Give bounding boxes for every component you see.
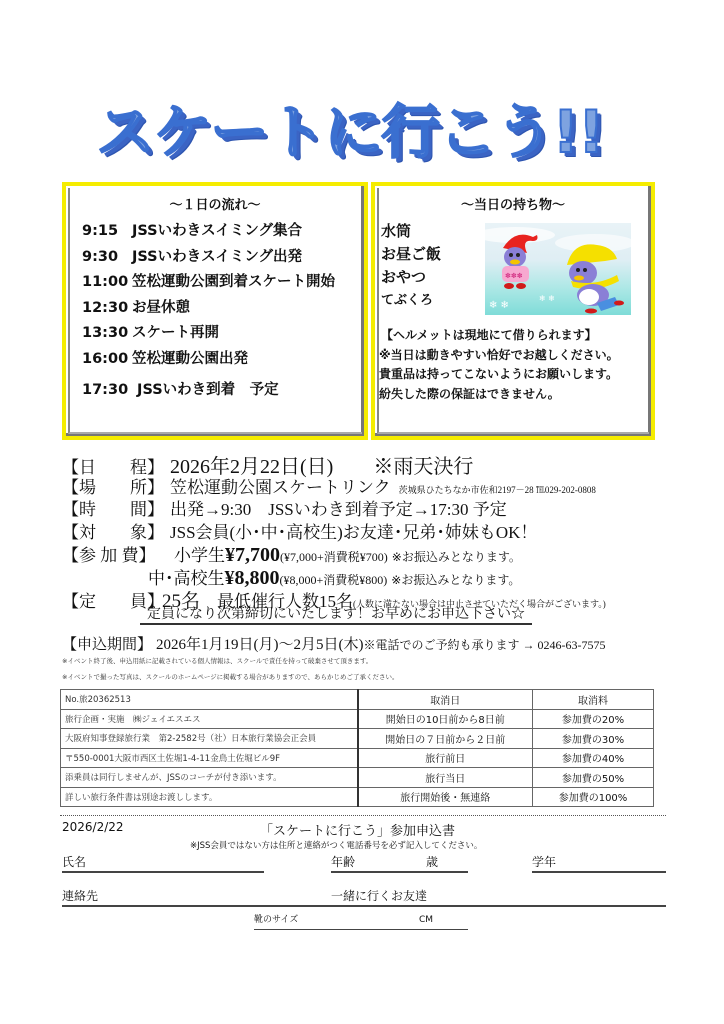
info-capacity: 【定 員】25名 最低催行人数15名(人数に満たない場合は中止させていただく場合がございます。) xyxy=(62,586,662,613)
travel-info-cell: No.旅20362513 xyxy=(61,690,358,710)
schedule-heading: ～１日の流れ～ xyxy=(169,198,261,213)
place-label: 【場 所】 xyxy=(62,478,164,497)
belonging-item: お昼ご飯 xyxy=(381,245,442,263)
schedule-item: 12:30 お昼休憩 xyxy=(82,299,190,316)
table-row xyxy=(61,709,654,729)
table-cell: 旅行当日 xyxy=(358,768,533,788)
table-row xyxy=(61,787,654,807)
fineprint-photos: ※イベントで撮った写真は、スクールのホームページに掲載する場合がありますので、あらかじめご了承ください。 xyxy=(62,673,399,681)
table-header: 取消日 xyxy=(358,690,533,710)
info-fee-elementary: 【参 加 費】 小学生¥7,700(¥7,000+消費税¥700) ※お振込みとなります。 xyxy=(62,541,662,567)
table-cell: 参加費の50% xyxy=(533,768,654,788)
fee-elementary-price: ¥7,700 xyxy=(225,544,280,566)
belongings-heading: ～当日の持ち物～ xyxy=(460,198,565,213)
table-header: 取消料 xyxy=(533,690,654,710)
info-target xyxy=(62,518,662,543)
belonging-item: おやつ xyxy=(381,268,427,286)
deadline-note: 定員になり次第締切にいたします！お早めにお申込下さい☆ xyxy=(140,607,532,625)
table-cell: 旅行前日 xyxy=(358,748,533,768)
age-unit: 歳 xyxy=(426,855,439,869)
travel-info-cell: 添乗員は同行しませんが、JSSのコーチが付き添います。 xyxy=(61,768,358,788)
table-row xyxy=(61,768,654,788)
contact-label: 連絡先 xyxy=(62,889,99,903)
penguin-icon xyxy=(485,223,631,315)
date-value: 2026年2月22日(日) xyxy=(170,456,334,478)
cut-line xyxy=(60,815,666,816)
form-title: 「スケートに行こう」参加申込書 xyxy=(260,824,456,839)
fee-label: 【参 加 費】 xyxy=(62,546,156,565)
belonging-item: てぶくろ xyxy=(381,293,434,308)
note-line: ※当日は動きやすい恰好でお越しください。 xyxy=(379,347,619,362)
schedule-box xyxy=(62,182,368,440)
page-title: スケートに行こう!! xyxy=(96,98,604,166)
schedule-item: 11:00 笠松運動公園到着スケート開始 xyxy=(82,274,335,290)
name-label: 氏名 xyxy=(62,855,87,869)
place-value: 笠松運動公園スケートリンク xyxy=(170,478,391,497)
travel-info-cell: 旅行企画・実施 ㈱ジェイエスエス xyxy=(61,709,358,729)
cancellation-table xyxy=(60,689,654,807)
fineprint-privacy: ※イベント終了後、申込用紙に記載されている個人情報は、スクールで責任を持って破棄させて頂きます。 xyxy=(62,657,373,665)
note-line: 紛失した際の保証はできません。 xyxy=(379,386,560,401)
table-cell: 参加費の100% xyxy=(533,787,654,807)
grade-label: 学年 xyxy=(532,855,557,869)
travel-info-cell: 〒550-0001大阪市西区土佐堀1-4-11金鳥土佐堀ビル9F xyxy=(61,748,358,768)
schedule-item: 9:30 JSSいわきスイミング出発 xyxy=(82,248,303,265)
info-time xyxy=(62,495,662,520)
schedule-list xyxy=(66,219,364,404)
name-field[interactable] xyxy=(62,853,264,873)
travel-info-cell: 大阪府知事登録旅行業 第2-2582号（社）日本旅行業協会正会員 xyxy=(61,729,358,749)
age-field[interactable] xyxy=(331,853,468,873)
table-row xyxy=(61,729,654,749)
belongings-notes xyxy=(379,326,619,404)
schedule-item: 17:30 JSSいわき到着 予定 xyxy=(82,382,279,398)
date-label: 【日 程】 xyxy=(62,458,164,477)
note-line: 貴重品は持ってこないようにお願いします。 xyxy=(379,367,619,381)
info-fee-secondary: 中･高校生¥8,800(¥8,000+消費税¥800) ※お振込みとなります。 xyxy=(148,567,521,589)
travel-info-cell: 詳しい旅行条件書は別途お渡しします。 xyxy=(61,787,358,807)
form-date: 2026/2/22 xyxy=(62,820,124,834)
schedule-item: 9:15 JSSいわきスイミング集合 xyxy=(82,223,303,239)
target-label: 【対 象】 xyxy=(62,523,164,542)
apply-value: 2026年1月19日(月)～2月5日(木) xyxy=(156,637,364,653)
friend-field-label[interactable]: 一緒に行くお友達 xyxy=(331,889,428,903)
info-apply-period xyxy=(62,633,606,654)
table-cell: 開始日の10日前から8日前 xyxy=(358,709,533,729)
svg-text:❄ ❄: ❄ ❄ xyxy=(539,294,555,303)
time-value: 出発→9:30 JSSいわき到着予定→17:30 予定 xyxy=(170,500,507,519)
penguins-skating-illustration xyxy=(485,223,631,315)
schedule-item: 13:30 スケート再開 xyxy=(82,325,219,341)
target-value: JSS会員(小･中･高校生)お友達･兄弟･姉妹もOK！ xyxy=(170,523,538,542)
belonging-item: 水筒 xyxy=(381,222,412,240)
table-cell: 旅行開始後・無連絡 xyxy=(358,787,533,807)
shoe-label: 靴のサイズ xyxy=(254,915,299,925)
belongings-box xyxy=(371,182,655,440)
capacity-value: 25名 xyxy=(162,591,201,612)
table-row xyxy=(61,748,654,768)
date-note: ※雨天決行 xyxy=(333,456,474,478)
apply-note: ※電話でのご予約も承ります → 0246-63-7575 xyxy=(363,638,606,652)
place-address: 茨城県ひたちなか市佐和2197－28 ℡029-202-0808 xyxy=(398,485,596,495)
grade-field[interactable] xyxy=(532,853,666,873)
age-label: 年齢 xyxy=(331,855,356,869)
svg-text:✽✽✽: ✽✽✽ xyxy=(505,272,523,280)
table-cell: 参加費の30% xyxy=(533,729,654,749)
table-cell: 参加費の20% xyxy=(533,709,654,729)
belongings-list xyxy=(381,220,441,312)
fee-secondary-price: ¥8,800 xyxy=(224,567,280,589)
svg-text:❄ ❄: ❄ ❄ xyxy=(489,300,509,311)
shoe-size-field[interactable] xyxy=(254,911,468,930)
schedule-item: 16:00 笠松運動公園出発 xyxy=(82,350,248,367)
capacity-label: 【定 員】 xyxy=(62,592,164,611)
table-cell: 開始日の７日前から２日前 xyxy=(358,729,533,749)
table-row xyxy=(61,690,654,710)
apply-label: 【申込期間】 xyxy=(62,637,153,653)
time-label: 【時 間】 xyxy=(62,500,164,519)
table-cell: 参加費の40% xyxy=(533,748,654,768)
shoe-unit: CM xyxy=(419,915,434,925)
form-note: ※JSS会員ではない方は住所と連絡がつく電話番号を必ず記入してください。 xyxy=(190,841,483,851)
helmet-note: 【ヘルメットは現地にて借りられます】 xyxy=(381,328,597,342)
